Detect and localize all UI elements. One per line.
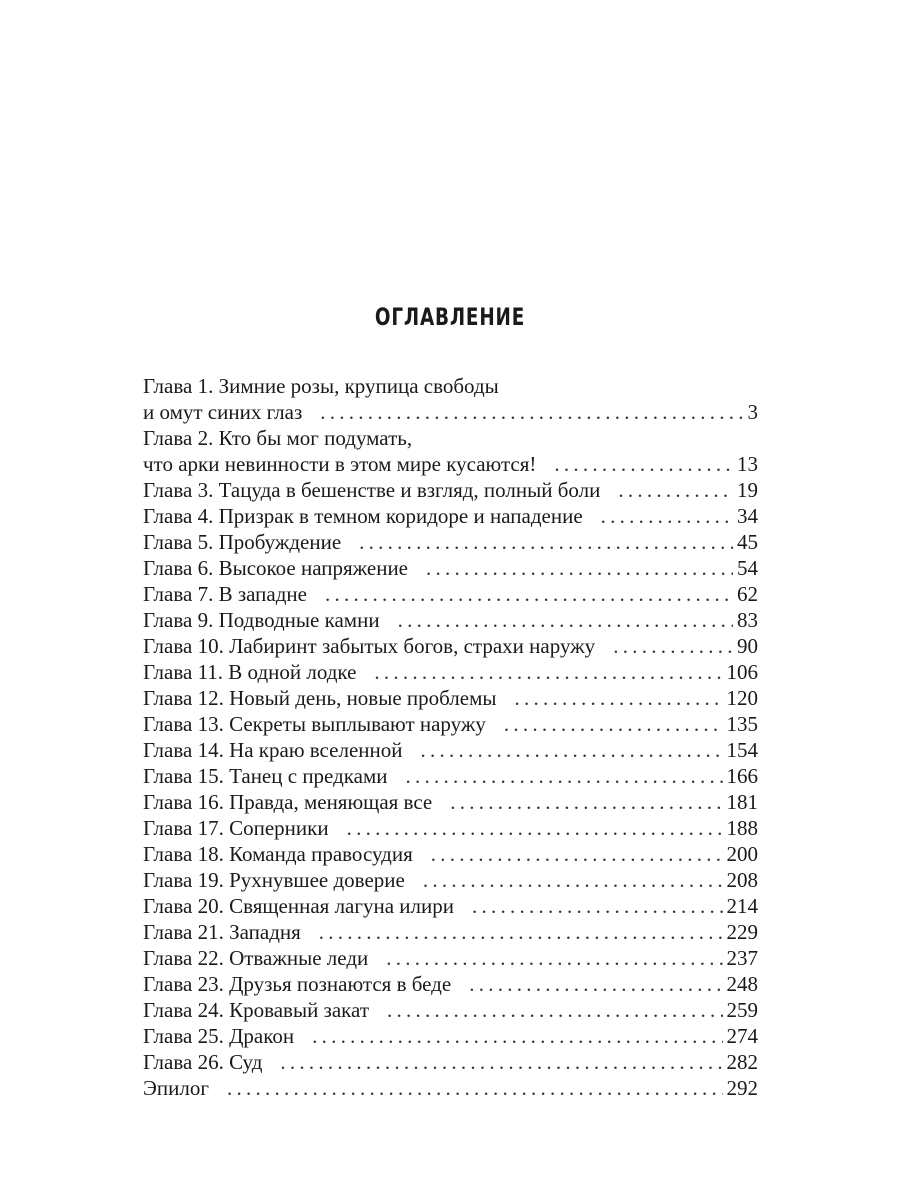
toc-entry-title: Глава 26. Суд [143,1050,263,1074]
toc-entry-page-number: 188 [726,816,758,840]
toc-entry [143,789,758,815]
toc-entry [143,685,758,711]
toc-entry [143,971,758,997]
toc-entry-page-number: 19 [737,478,758,502]
toc-entry [143,425,758,477]
toc-entry-title: Глава 21. Западня [143,920,301,944]
toc-entry-title: Глава 17. Соперники [143,816,329,840]
toc-entry-title-first-line: Глава 1. Зимние розы, крупица свободы [143,374,499,398]
toc-entry-line [143,997,758,1023]
toc-entry-line [143,555,758,581]
toc-entry-page-number: 154 [726,738,758,762]
dot-leader [319,919,723,945]
dot-leader [227,1075,723,1101]
toc-entry [143,503,758,529]
dot-leader [613,633,733,659]
page-title: ОГЛАВЛЕНИЕ [374,303,526,331]
toc-entry-page-number: 229 [726,920,758,944]
toc-entry-title: Глава 22. Отважные леди [143,946,369,970]
toc-entry-line [143,529,758,555]
toc-entry-page-number: 83 [737,608,758,632]
toc-entry-page-number: 282 [726,1050,758,1074]
dot-leader [423,867,723,893]
toc-entry [143,1075,758,1101]
dot-leader [398,607,733,633]
toc-entry [143,607,758,633]
toc-entry-title: Глава 15. Танец с предками [143,764,388,788]
toc-entry [143,1049,758,1075]
toc-entry [143,815,758,841]
dot-leader [504,711,723,737]
dot-leader [601,503,733,529]
toc-entry-page-number: 62 [737,582,758,606]
toc-entry-line [143,867,758,893]
toc-entry [143,867,758,893]
toc-entry-line [143,581,758,607]
toc-entry-line [143,711,758,737]
dot-leader [515,685,723,711]
dot-leader [472,893,723,919]
toc-entry-line [143,607,758,633]
toc-entry-page-number: 248 [726,972,758,996]
toc-entry [143,893,758,919]
toc-entry-title: Глава 16. Правда, меняющая все [143,790,433,814]
toc-entry-title: и омут синих глаз [143,400,303,424]
toc-entry-title: Эпилог [143,1076,209,1100]
toc-entry-line [143,503,758,529]
dot-leader [325,581,733,607]
toc-entry-line [143,815,758,841]
toc-entry [143,633,758,659]
toc-entry-line [143,1075,758,1101]
toc-entry [143,841,758,867]
toc-entry-page-number: 90 [737,634,758,658]
toc-entry [143,919,758,945]
toc-entry-title: Глава 18. Команда правосудия [143,842,413,866]
dot-leader [469,971,722,997]
toc-entry-page-number: 13 [737,452,758,476]
toc-entry-title: Глава 3. Тацуда в бешенстве и взгляд, полный боли [143,478,601,502]
toc-entry-title-first-line: Глава 2. Кто бы мог подумать, [143,426,413,450]
toc-entry-page-number: 3 [747,400,758,424]
toc-entry-title: что арки невинности в этом мире кусаются! [143,452,537,476]
toc-entry-line [143,945,758,971]
toc-entry-line [143,763,758,789]
toc-entry-title: Глава 13. Секреты выплывают наружу [143,712,486,736]
toc-entry-page-number: 181 [726,790,758,814]
toc-entry-title: Глава 4. Призрак в темном коридоре и нападение [143,504,583,528]
toc-entry-page-number: 54 [737,556,758,580]
dot-leader [320,399,743,425]
toc-entry-line [143,841,758,867]
toc-entry [143,737,758,763]
toc-entry [143,555,758,581]
toc-entry-title: Глава 19. Рухнувшее доверие [143,868,405,892]
toc-entry-title: Глава 25. Дракон [143,1024,295,1048]
dot-leader [312,1023,722,1049]
toc-entry-line [143,659,758,685]
dot-leader [420,737,722,763]
toc-entry-page-number: 292 [726,1076,758,1100]
toc-entry-title: Глава 12. Новый день, новые проблемы [143,686,497,710]
toc-entry [143,997,758,1023]
toc-entry-line [143,1023,758,1049]
toc-entry [143,529,758,555]
toc-entry-title: Глава 6. Высокое напряжение [143,556,409,580]
toc-entry-page-number: 106 [726,660,758,684]
dot-leader [347,815,723,841]
dot-leader [450,789,722,815]
dot-leader [359,529,733,555]
toc-entry-page-number: 259 [726,998,758,1022]
toc-entry [143,477,758,503]
toc-entry-page-number: 120 [726,686,758,710]
toc-entry-line [143,477,758,503]
dot-leader [426,555,733,581]
toc-entry [143,1023,758,1049]
toc-entry-line [143,685,758,711]
toc-entry-title: Глава 23. Друзья познаются в беде [143,972,452,996]
toc-entry-line [143,451,758,477]
toc-entry [143,581,758,607]
toc-entry-title: Глава 11. В одной лодке [143,660,357,684]
toc-entry-line [143,1049,758,1075]
toc-entry [143,659,758,685]
toc-entry-title: Глава 14. На краю вселенной [143,738,403,762]
toc-entry [143,711,758,737]
toc-entry-title: Глава 20. Священная лагуна илири [143,894,454,918]
dot-leader [618,477,733,503]
toc-entry-line [143,789,758,815]
toc-entry-line [143,893,758,919]
dot-leader [554,451,733,477]
table-of-contents [143,373,758,1101]
toc-entry-title: Глава 10. Лабиринт забытых богов, страхи наружу [143,634,596,658]
toc-entry-line [143,919,758,945]
dot-leader [386,945,722,971]
toc-entry [143,945,758,971]
toc-entry-line [143,633,758,659]
toc-entry-page-number: 135 [726,712,758,736]
toc-entry-page-number: 34 [737,504,758,528]
toc-entry-page-number: 237 [726,946,758,970]
toc-entry-page-number: 200 [726,842,758,866]
toc-entry [143,763,758,789]
dot-leader [280,1049,722,1075]
toc-entry-page-number: 274 [726,1024,758,1048]
toc-entry-page-number: 208 [726,868,758,892]
toc-entry-line [143,737,758,763]
toc-entry [143,373,758,425]
dot-leader [374,659,722,685]
dot-leader [406,763,723,789]
toc-entry-line [143,399,758,425]
toc-entry-title: Глава 24. Кровавый закат [143,998,370,1022]
toc-entry-line [143,971,758,997]
toc-entry-page-number: 45 [737,530,758,554]
toc-entry-page-number: 166 [726,764,758,788]
toc-entry-title: Глава 5. Пробуждение [143,530,342,554]
toc-entry-title: Глава 9. Подводные камни [143,608,380,632]
dot-leader [431,841,723,867]
toc-entry-title: Глава 7. В западне [143,582,307,606]
dot-leader [387,997,722,1023]
toc-entry-page-number: 214 [726,894,758,918]
